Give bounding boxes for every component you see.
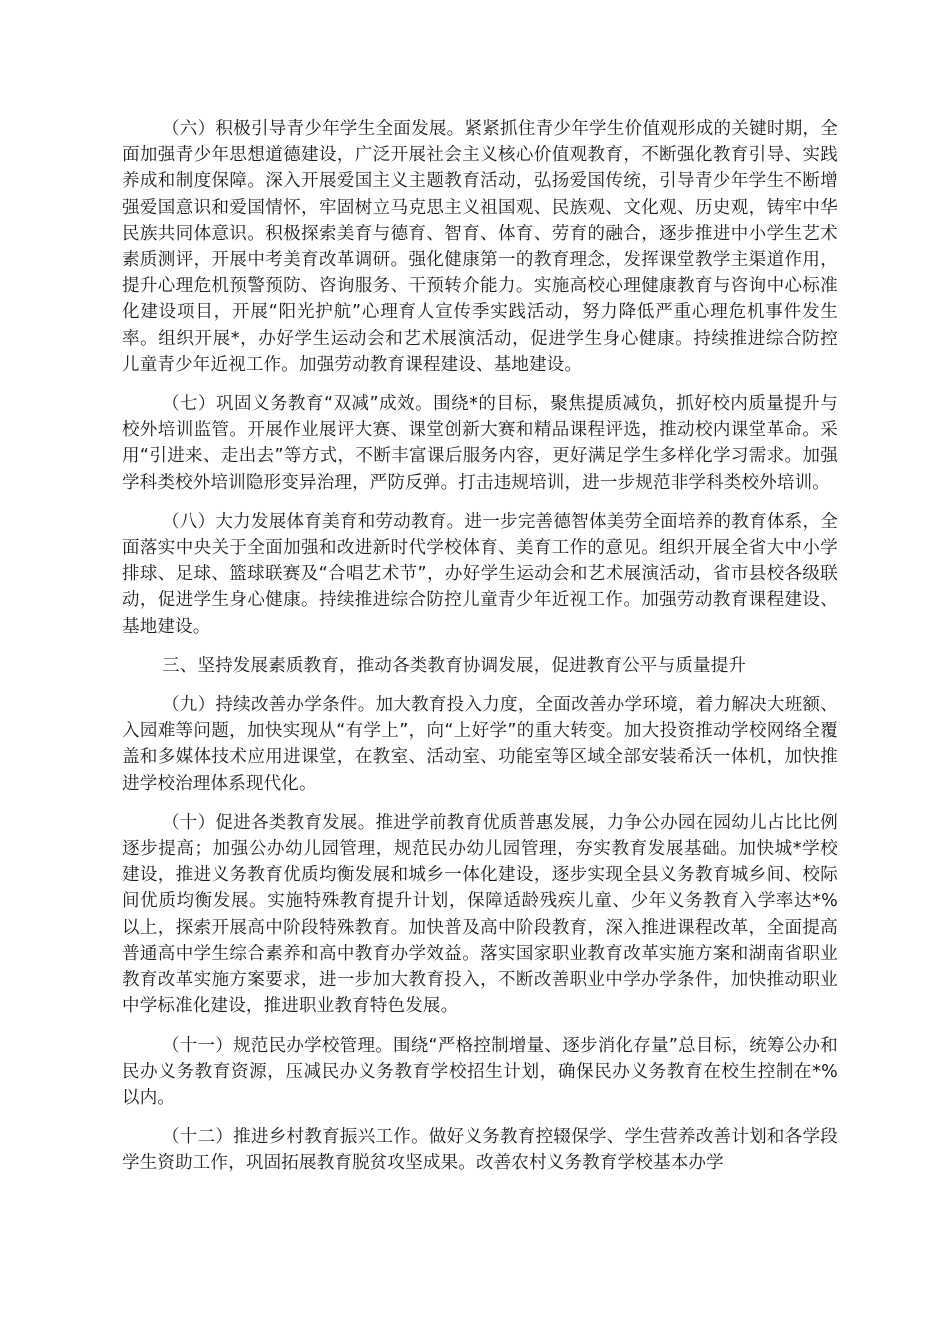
paragraph-12: （十二）推进乡村教育振兴工作。做好义务教育控辍保学、学生营养改善计划和各学段学生资助工作，巩固拓展教育脱贫攻坚成果。改善农村义务教育学校基本办学	[122, 1127, 838, 1174]
section-heading-3: 三、坚持发展素质教育，推动各类教育协调发展，促进教育公平与质量提升	[162, 655, 747, 676]
paragraph-6: （六）积极引导青少年学生全面发展。紧紧抓住青少年学生价值观形成的关键时期，全面加强青少年思想道德建设，广泛开展社会主义核心价值观教育，不断强化教育引导、实践养成和制度保障。深入开展爱国主义主题教育活动，弘扬爱国传统，引导青少年学生不断增强爱国意识和爱国情怀，牢固树立马克思主义祖国观、民族观、文化观、历史观，铸牢中华民族共同体意识。积极探索美育与德育、智育、体育、劳育的融合，逐步推进中小学生艺术素质测评，开展中考美育改革调研。强化健康第一的教育理念，发挥课堂教学主渠道作用，提升心理危机预警预防、咨询服务、干预转介能力。实施高校心理健康教育与咨询中心标准化建设项目，开展“阳光护航”心理育人宣传季实践活动，努力降低严重心理危机事件发生率。组织开展*，办好学生运动会和艺术展演活动，促进学生身心健康。持续推进综合防控儿童青少年近视工作。加强劳动教育课程建设、基地建设。	[122, 119, 838, 375]
paragraph-11: （十一）规范民办学校管理。围绕“严格控制增量、逐步消化存量”总目标，统筹公办和民办义务教育资源，压减民办义务教育学校招生计划，确保民办义务教育在校生控制在*%以内。	[122, 1035, 838, 1108]
paragraph-10: （十）促进各类教育发展。推进学前教育优质普惠发展，力争公办园在园幼儿占比比例逐步提高；加强公办幼儿园管理，规范民办幼儿园管理，夯实教育发展基础。加快城*学校建设，推进义务教育优质均衡发展和城乡一体化建设，逐步实现全县义务教育城乡间、校际间优质均衡发展。实施特殊教育提升计划，保障适龄残疾儿童、少年义务教育入学率达*%以上，探索开展高中阶段特殊教育。加快普及高中阶段教育，深入推进课程改革，全面提高普通高中学生综合素养和高中教育办学效益。落实国家职业教育改革实施方案和湖南省职业教育改革实施方案要求，进一步加大教育投入，不断改善职业中学办学条件，加快推动职业中学标准化建设，推进职业教育特色发展。	[122, 812, 838, 1017]
paragraph-9: （九）持续改善办学条件。加大教育投入力度，全面改善办学环境，着力解决大班额、入园难等问题，加快实现从“有学上”，向“上好学”的重大转变。加大投资推动学校网络全覆盖和多媒体技术应用进课堂，在教室、活动室、功能室等区域全部安装希沃一体机，加快推进学校治理体系现代化。	[122, 695, 838, 794]
document-body	[122, 116, 838, 1190]
paragraph-7: （七）巩固义务教育“双减”成效。围绕*的目标，聚焦提质减负，抓好校内质量提升与校外培训监管。开展作业展评大赛、课堂创新大赛和精品课程评选，推动校内课堂革命。采用“引进来、走出去”等方式，不断丰富课后服务内容，更好满足学生多样化学习需求。加强学科类校外培训隐形变异治理，严防反弹。打击违规培训，进一步规范非学科类校外培训。	[122, 394, 838, 493]
paragraph-8: （八）大力发展体育美育和劳动教育。进一步完善德智体美劳全面培养的教育体系，全面落实中央关于全面加强和改进新时代学校体育、美育工作的意见。组织开展全省大中小学排球、足球、篮球联赛及“合唱艺术节”，办好学生运动会和艺术展演活动，省市县校各级联动，促进学生身心健康。持续推进综合防控儿童青少年近视工作。加强劳动教育课程建设、基地建设。	[122, 511, 838, 637]
